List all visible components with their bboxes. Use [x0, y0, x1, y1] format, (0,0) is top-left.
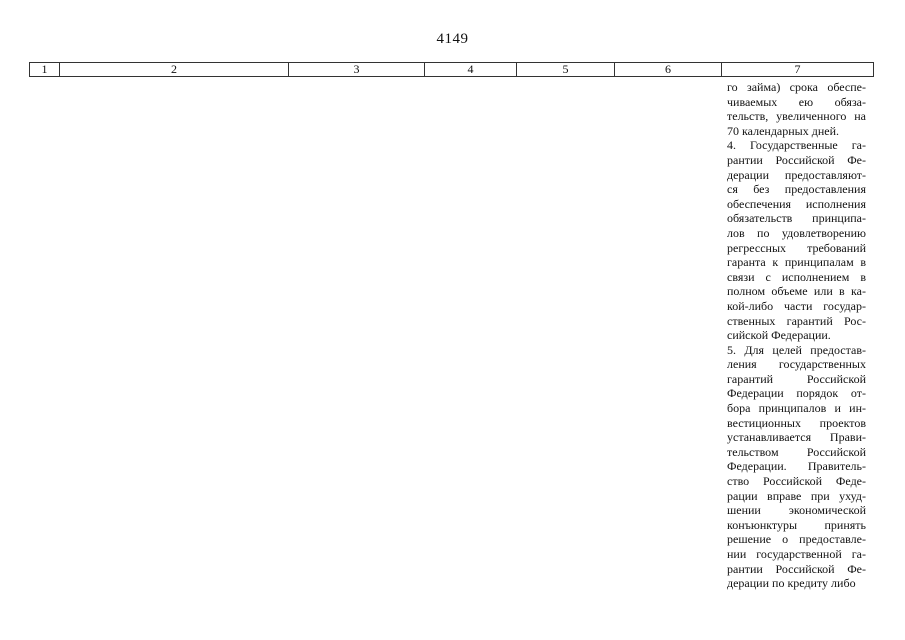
- column-number-7: 7: [722, 63, 874, 77]
- column-number-4: 4: [425, 63, 517, 77]
- text-line: го займа) срока обеспе-: [727, 80, 866, 94]
- column-number-5: 5: [517, 63, 615, 77]
- text-line: Федерации порядок от-: [727, 386, 866, 401]
- text-line: сийской Федерации.: [727, 328, 831, 343]
- text-line: конъюнктуры принять: [727, 517, 866, 532]
- text-line: тельством Российской: [727, 444, 866, 459]
- text-line: ления государственных: [727, 357, 866, 372]
- text-line: устанавливается Прави-: [727, 430, 866, 445]
- text-line: обеспечения исполнения: [727, 196, 866, 211]
- text-line: бора принципалов и ин-: [727, 401, 866, 416]
- text-line: лов по удовлетворению: [727, 225, 866, 240]
- column-7-text: [727, 80, 866, 591]
- text-line: 70 календарных дней.: [727, 123, 840, 138]
- text-line: шении экономической: [727, 503, 866, 518]
- text-line: регрессных требований: [727, 240, 866, 255]
- text-line: рантии Российской Фе-: [727, 152, 866, 167]
- text-line: вестиционных проектов: [727, 415, 866, 430]
- header-row: [30, 63, 874, 77]
- text-line: ство Российской Феде-: [727, 474, 866, 489]
- page-number: 4149: [436, 31, 469, 47]
- text-line: ся без предоставления: [727, 182, 866, 197]
- text-line: гаранта к принципалам в: [727, 255, 866, 270]
- text-line: связи с исполнением в: [727, 269, 866, 284]
- text-line: Федерации. Правитель-: [727, 459, 866, 474]
- text-line: 4. Государственные га-: [727, 138, 866, 153]
- column-number-header: [29, 62, 874, 77]
- text-line: кой-либо части государ-: [727, 298, 866, 313]
- text-line: дерации предоставляют-: [727, 167, 866, 182]
- text-line: гарантий Российской: [727, 371, 866, 386]
- text-line: рации вправе при ухуд-: [727, 488, 866, 503]
- text-line: решение о предоставле-: [727, 532, 866, 547]
- text-line: чиваемых ею обяза-: [727, 94, 866, 109]
- text-line: дерации по кредиту либо: [727, 576, 856, 591]
- text-line: ственных гарантий Рос-: [727, 313, 866, 328]
- text-line: 5. Для целей предостав-: [727, 342, 866, 357]
- text-line: полном объеме или в ка-: [727, 284, 866, 299]
- column-number-1: 1: [30, 63, 60, 77]
- text-line: обязательств принципа-: [727, 211, 866, 226]
- column-number-6: 6: [615, 63, 722, 77]
- text-line: рантии Российской Фе-: [727, 561, 866, 576]
- column-number-3: 3: [289, 63, 425, 77]
- column-number-2: 2: [60, 63, 289, 77]
- text-line: тельств, увеличенного на: [727, 109, 866, 124]
- text-line: нии государственной га-: [727, 547, 866, 561]
